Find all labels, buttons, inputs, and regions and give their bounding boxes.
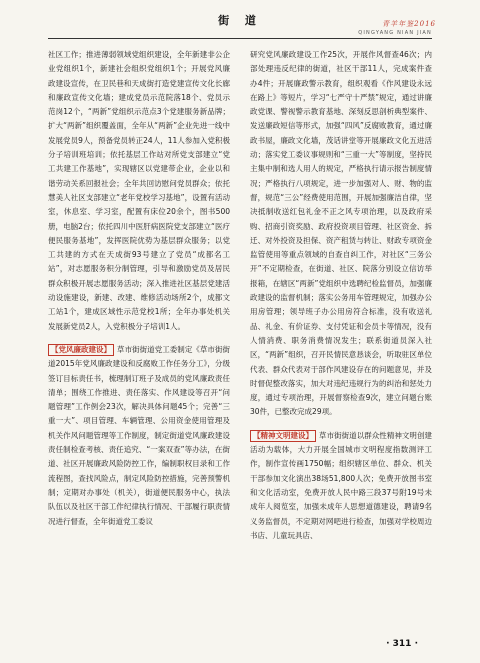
right-column <box>250 48 432 552</box>
yearbook-pinyin: QINGYANG NIAN JIAN <box>358 30 432 36</box>
page-number: · 311 · <box>386 639 418 649</box>
paragraph-party-building: 社区工作；推进薄弱领域党组织建设，全年新建非公企业党组织1个，新建社会组织党组织1个；开展党风廉政建设宣传，在卫民巷和天成街打造党建宣传文化长廊和廉政宣传文化墙；建成党员示范院落18个、党员示范岗12个，“两新”党组织示范点3个党建服务新品牌；扩大“两新”组织覆盖面，全年从“两新”企业先进一线中发展党员9人，预备党员转正24人，11人参加入党积极分子培训班培训；依托基层工作站对所党支部建立“党工共建工作基地”，实现辖区以党建带企业，企业以和谐劳动关系回报社会；全年共回访慰问党员群众；依托慧美人社区支部建立“老年党校学习基地”，设置有活动室，休息室、学习室，配置有床位20余个，图书500册，电脑2台；依托四川中医肝病医院党支部建立“医疗便民服务基地”，发挥医院优势为基层群众服务；以党工共建的方式在天成街93号建立了党员“成都名工站”，对志愿服务积分制管理，引导和激励党员及居民群众积极开展志愿服务活动；深入推进社区基层党建活动设施建设，新建、改建、维修活动场所2个，成都文工站1个，建成区域性示范党校1所；全年办事处机关发展新党员2人，入党积极分子培训1人。 <box>48 50 230 331</box>
paragraph-civilization <box>250 429 432 543</box>
paragraph-integrity-text: 草市街街道党工委制定《草市街街道2015年党风廉政建设和反腐败工作任务分工》，分级签订目标责任书，梳理制订班子及成员的党风廉政责任清单；围绕工作推进、责任落实、作风建设等召开“问题管理”工作例会23次，解决具体问题45个；完善“三重一大”、项目管理、车辆管理、公用资金使用管理及机关作风问题管理等工作制度，制定街道党风廉政建设责任制检查考核、责任追究、“一案双查”等办法，在街道、社区开展廉政风险防控工作，编制职权目录和工作流程图，查找风险点，制定风险防控措施，完善预警机制；定期对办事处（机关），街道便民服务中心，执法队伍以及社区干部工作纪律执行情况、干部履行职责情况进行督查，全年街道党工委议 <box>48 344 230 526</box>
paragraph-integrity <box>48 343 230 529</box>
yearbook-label: 青羊年鉴2016 <box>382 20 436 28</box>
left-column <box>48 48 230 538</box>
yearbook-badge <box>382 11 436 30</box>
section-tag-civilization: 【精神文明建设】 <box>250 430 316 442</box>
header-rule <box>48 38 432 39</box>
section-title: 街 道 <box>218 14 262 27</box>
paragraph-integrity-cont: 研究党风廉政建设工作25次，开展作风督查46次；内部处理违反纪律的街道，社区干部11人，完成案件查办4件；开展廉政警示教育，组织观看《作风建设永远在路上》等短片，学习“七严守十严禁”规定，通过讲廉政党课、警视警示教育基地、深刻反思剖析典型案件、发送廉政短信等形式，加强“四风”反腐败教育，通过廉政书屋，廉政文化墙，茂话讲堂等开展廉政文化五进活动；落实党工委议事规则和“三重一大”等制度，坚持民主集中制和选人用人的规定，严格执行请示报告制度情况；严格执行八项规定，进一步加强对人、财、物的监督，规范“三公”经费使用范围，开展加强廉洁自律，坚决抵制收送红包礼金不正之风专项治理，以及政府采购、招商引资奖励、政府投资项目管理、社区资金、拆迁、对外投资及担保、资产租赁与转让、财政专项资金监管使用等重点领域的自查自纠工作，对社区“三务公开”不定期检查，在街道、社区、院落分别设立信访举报箱，在辖区“两新”党组织中选聘纪检监督员，加强廉政建设的监督机制；落实公务用车管理规定，加强办公用房管理；领导班子办公用房符合标准，没有收送礼品、礼金、有价证券、支付凭证和会员卡等情况，没有人情消费、职务消费情况发生；联系街道员深入社区，“两新”组织，召开民情民意恳谈会，听取驻区单位代表、群众代表对于部作风建设存在的问题意见，并及时督促整改落实，加大对违纪违规行为的纠治和惩处力度，通过专项治理，开展督察检查9次，建立问题台账30件，已整改完成29项。 <box>250 50 432 417</box>
section-tag-integrity: 【党风廉政建设】 <box>48 344 114 356</box>
paragraph-civilization-text: 草市街街道以群众性精神文明创建活动为载体，大力开展全国城市文明程度指数测评工作，制作宣传画1750幅；组织辖区单位、群众、机关干部参加文化演出38场51,800人次；免费开放图书室和文化活动室，免费开放人民中路三段37号附19号未成年人阅览室，加强未成年人思想道德建设，聘请9名义务监督员，不定期对网吧进行检查，加强对学校周边书店、儿童玩具店、 <box>250 430 432 540</box>
